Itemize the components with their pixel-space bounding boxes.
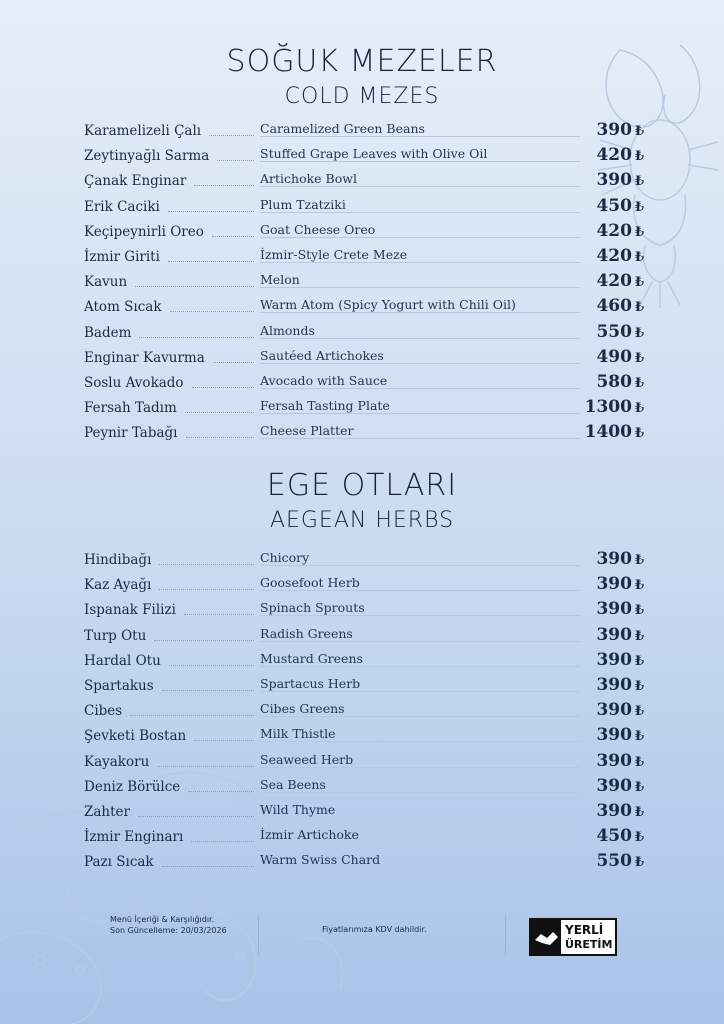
dotted-leader [185, 412, 254, 413]
currency-symbol: ₺ [634, 553, 644, 568]
price-value: 390 [596, 574, 632, 595]
price-value: 420 [596, 271, 632, 292]
item-price [596, 801, 644, 821]
item-price [596, 574, 644, 594]
item-price [596, 347, 644, 367]
item-price [596, 246, 644, 266]
section-title-cold: SOĞUK MEZELER [226, 44, 498, 79]
item-price [596, 120, 644, 140]
menu-item [84, 726, 644, 748]
item-name-tr: Erik Caciki [84, 198, 160, 215]
item-name-tr: Kayakoru [84, 753, 150, 770]
price-value: 550 [596, 851, 632, 872]
underline [260, 262, 580, 263]
item-name-tr: Spartakus [84, 678, 154, 694]
menu-item [84, 171, 644, 193]
item-name-en: Avocado with Sauce [260, 373, 388, 388]
item-price [596, 221, 644, 241]
item-name-en: Warm Swiss Chard [260, 852, 381, 868]
currency-symbol: ₺ [634, 401, 644, 417]
item-price [596, 851, 644, 871]
item-name-en: Stuffed Grape Leaves with Olive Oil [260, 146, 488, 162]
item-name-en: Artichoke Bowl [260, 171, 357, 187]
currency-symbol: ₺ [634, 754, 644, 770]
item-price [585, 397, 644, 417]
item-name-en: İzmir Artichoke [260, 827, 359, 843]
underline [260, 161, 580, 162]
currency-symbol: ₺ [634, 653, 644, 669]
menu-item [84, 323, 644, 345]
item-name-en: Mustard Greens [260, 650, 363, 666]
dotted-leader [217, 160, 254, 161]
handshake-icon [531, 920, 561, 954]
price-value: 490 [596, 346, 632, 367]
footer-line1: Menü İçeriği & Karşılığıdır. [110, 915, 215, 924]
menu-item [84, 802, 644, 824]
item-name-tr: Kavun [84, 274, 128, 291]
menu-item [84, 146, 644, 168]
item-price [596, 650, 644, 670]
underline [260, 438, 580, 439]
item-price [596, 599, 644, 619]
currency-symbol: ₺ [634, 830, 644, 846]
currency-symbol: ₺ [634, 325, 644, 341]
footer-vat: Fiyatlarımıza KDV dahildir. [322, 925, 427, 934]
item-name-en: Fersah Tasting Plate [260, 398, 390, 414]
item-name-tr: Zahter [84, 804, 130, 820]
underline [260, 186, 580, 187]
item-price [596, 296, 644, 316]
item-name-tr: Hindibağı [84, 552, 152, 568]
item-price [596, 776, 644, 796]
underline [260, 767, 580, 768]
item-name-tr: Cibes [84, 703, 123, 720]
item-name-en: İzmir-Style Crete Meze [260, 247, 408, 262]
menu-item [84, 827, 644, 849]
item-name-tr: Deniz Börülce [84, 778, 181, 795]
yerli-uretim-badge [529, 918, 617, 956]
underline [260, 867, 580, 868]
price-value: 390 [596, 649, 632, 670]
price-value: 550 [596, 321, 632, 342]
item-name-tr: Kaz Ayağı [84, 577, 152, 594]
item-price [596, 725, 644, 745]
price-value: 390 [596, 170, 632, 191]
currency-symbol: ₺ [634, 729, 644, 745]
item-price [596, 170, 644, 190]
section-subtitle-herbs: AEGEAN HERBS [269, 508, 455, 533]
price-value: 390 [596, 549, 632, 569]
dotted-leader [157, 766, 254, 767]
price-value: 460 [596, 296, 632, 317]
currency-symbol: ₺ [634, 679, 644, 694]
currency-symbol: ₺ [634, 779, 644, 795]
price-value: 390 [596, 599, 632, 620]
menu-item [84, 197, 644, 219]
underline [260, 338, 580, 339]
item-price [596, 372, 644, 392]
currency-symbol: ₺ [634, 250, 644, 265]
menu-item [84, 348, 644, 370]
item-name-en: Cibes Greens [260, 701, 345, 717]
currency-symbol: ₺ [634, 149, 644, 165]
price-value: 390 [596, 750, 632, 771]
dotted-leader [130, 715, 254, 716]
footer-divider [505, 915, 506, 955]
price-value: 1400 [584, 422, 632, 443]
currency-symbol: ₺ [634, 275, 644, 291]
item-name-en: Almonds [260, 322, 315, 338]
price-value: 420 [596, 145, 632, 166]
item-name-en: Goat Cheese Oreo [260, 221, 376, 237]
underline [260, 817, 580, 818]
menu-item [84, 398, 644, 420]
menu-item [84, 600, 644, 622]
section-title-herbs: EGE OTLARI [266, 468, 458, 503]
underline [260, 212, 580, 213]
underline [260, 691, 580, 692]
menu-item [84, 247, 644, 269]
menu-item [84, 550, 644, 572]
item-name-en: Spinach Sprouts [260, 600, 365, 616]
item-name-tr: Atom Sıcak [84, 299, 162, 316]
item-name-tr: Peynir Tabağı [84, 425, 178, 442]
menu-item [84, 852, 644, 874]
item-name-tr: Karamelizeli Çalı [84, 123, 202, 139]
item-name-en: Melon [260, 272, 300, 288]
item-name-en: Cheese Platter [260, 423, 354, 439]
item-name-tr: Çanak Enginar [84, 173, 187, 190]
item-name-tr: Keçipeynirli Oreo [84, 223, 204, 240]
item-name-en: Caramelized Green Beans [260, 121, 425, 136]
currency-symbol: ₺ [634, 578, 644, 594]
item-price [596, 549, 644, 569]
menu-item [84, 701, 644, 723]
price-value: 390 [596, 775, 632, 796]
dotted-leader [169, 665, 254, 666]
dotted-leader [192, 387, 254, 388]
footer-update-date: Son Güncelleme: 20/03/2026 [110, 926, 227, 935]
currency-symbol: ₺ [634, 300, 644, 316]
item-name-en: Warm Atom (Spicy Yogurt with Chili Oil) [260, 297, 516, 313]
underline [260, 590, 580, 591]
currency-symbol: ₺ [634, 199, 644, 215]
item-price [596, 322, 644, 342]
currency-symbol: ₺ [634, 628, 644, 644]
dotted-leader [168, 261, 254, 262]
menu-item [84, 272, 644, 294]
dotted-leader [159, 564, 254, 565]
item-name-tr: Fersah Tadım [84, 400, 177, 417]
dotted-leader [138, 816, 254, 817]
item-price [596, 675, 644, 695]
item-name-en: Radish Greens [260, 625, 353, 641]
dotted-leader [186, 437, 254, 438]
currency-symbol: ₺ [634, 124, 644, 139]
underline [260, 666, 580, 667]
currency-symbol: ₺ [634, 426, 644, 442]
underline [260, 237, 580, 238]
menu-item [84, 575, 644, 597]
item-name-tr: Turp Otu [84, 627, 147, 644]
item-name-tr: İzmir Enginarı [84, 829, 184, 846]
item-name-en: Wild Thyme [260, 802, 336, 817]
item-name-en: Chicory [260, 550, 310, 565]
underline [260, 363, 580, 364]
underline [260, 136, 580, 137]
item-price [596, 826, 644, 846]
underline [260, 312, 580, 313]
dotted-leader [154, 640, 254, 641]
currency-symbol: ₺ [634, 174, 644, 190]
underline [260, 641, 580, 642]
dotted-leader [213, 362, 254, 363]
price-value: 390 [596, 801, 632, 821]
item-name-en: Sautéed Artichokes [260, 347, 384, 363]
price-value: 390 [596, 624, 632, 645]
item-name-en: Goosefoot Herb [260, 575, 360, 591]
underline [260, 842, 580, 843]
menu-item [84, 297, 644, 319]
underline [260, 565, 580, 566]
dotted-leader [191, 841, 254, 842]
dotted-leader [209, 135, 254, 136]
item-name-tr: Soslu Avokado [84, 375, 184, 391]
item-name-en: Sea Beens [260, 776, 326, 792]
currency-symbol: ₺ [634, 603, 644, 619]
price-value: 420 [596, 246, 632, 266]
dotted-leader [135, 286, 254, 287]
item-name-en: Milk Thistle [260, 726, 336, 742]
item-name-en: Seaweed Herb [260, 751, 354, 767]
dotted-leader [188, 791, 254, 792]
price-value: 390 [596, 725, 632, 746]
item-name-tr: Enginar Kavurma [84, 349, 205, 366]
item-price [596, 700, 644, 720]
currency-symbol: ₺ [634, 805, 644, 820]
price-value: 450 [596, 195, 632, 216]
price-value: 390 [596, 675, 632, 695]
dotted-leader [212, 236, 254, 237]
dotted-leader [159, 589, 254, 590]
dotted-leader [139, 337, 254, 338]
underline [260, 287, 580, 288]
dotted-leader [168, 211, 254, 212]
item-name-en: Plum Tzatziki [260, 196, 346, 212]
menu-item [84, 222, 644, 244]
section-subtitle-cold: COLD MEZES [284, 84, 440, 109]
price-value: 420 [596, 220, 632, 241]
item-price [596, 625, 644, 645]
menu-item [84, 676, 644, 698]
item-name-tr: Hardal Otu [84, 652, 161, 669]
item-name-tr: Ispanak Filizi [84, 602, 176, 619]
underline [260, 792, 580, 793]
badge-label-top: YERLİ [565, 923, 604, 937]
price-value: 390 [596, 120, 632, 140]
underline [260, 388, 580, 389]
dotted-leader [162, 866, 254, 867]
menu-item [84, 752, 644, 774]
item-name-tr: Pazı Sıcak [84, 854, 154, 871]
menu-item [84, 121, 644, 143]
dotted-leader [162, 690, 254, 691]
price-value: 390 [596, 700, 632, 721]
menu-item [84, 373, 644, 395]
menu-item [84, 626, 644, 648]
item-price [585, 422, 644, 442]
item-price [596, 145, 644, 165]
underline [260, 716, 580, 717]
item-name-tr: İzmir Giriti [84, 249, 160, 265]
dotted-leader [184, 614, 254, 615]
currency-symbol: ₺ [634, 350, 644, 366]
badge-label-bottom: ÜRETİM [565, 938, 613, 951]
item-price [596, 751, 644, 771]
currency-symbol: ₺ [634, 224, 644, 240]
menu-item [84, 423, 644, 445]
price-value: 450 [596, 826, 632, 847]
price-value: 580 [596, 372, 632, 392]
footer-divider [258, 915, 259, 955]
menu-item [84, 777, 644, 799]
item-price [596, 271, 644, 291]
item-name-tr: Zeytinyağlı Sarma [84, 148, 210, 165]
item-name-tr: Şevketi Bostan [84, 728, 187, 745]
currency-symbol: ₺ [634, 376, 644, 391]
item-price [596, 196, 644, 216]
currency-symbol: ₺ [634, 704, 644, 720]
price-value: 1300 [584, 397, 632, 418]
dotted-leader [194, 185, 254, 186]
dotted-leader [194, 740, 254, 741]
underline [260, 741, 580, 742]
underline [260, 615, 580, 616]
item-name-tr: Badem [84, 324, 132, 341]
menu-item [84, 651, 644, 673]
item-name-en: Spartacus Herb [260, 676, 361, 691]
underline [260, 413, 580, 414]
currency-symbol: ₺ [634, 855, 644, 871]
footer-note [110, 914, 227, 936]
dotted-leader [170, 311, 254, 312]
